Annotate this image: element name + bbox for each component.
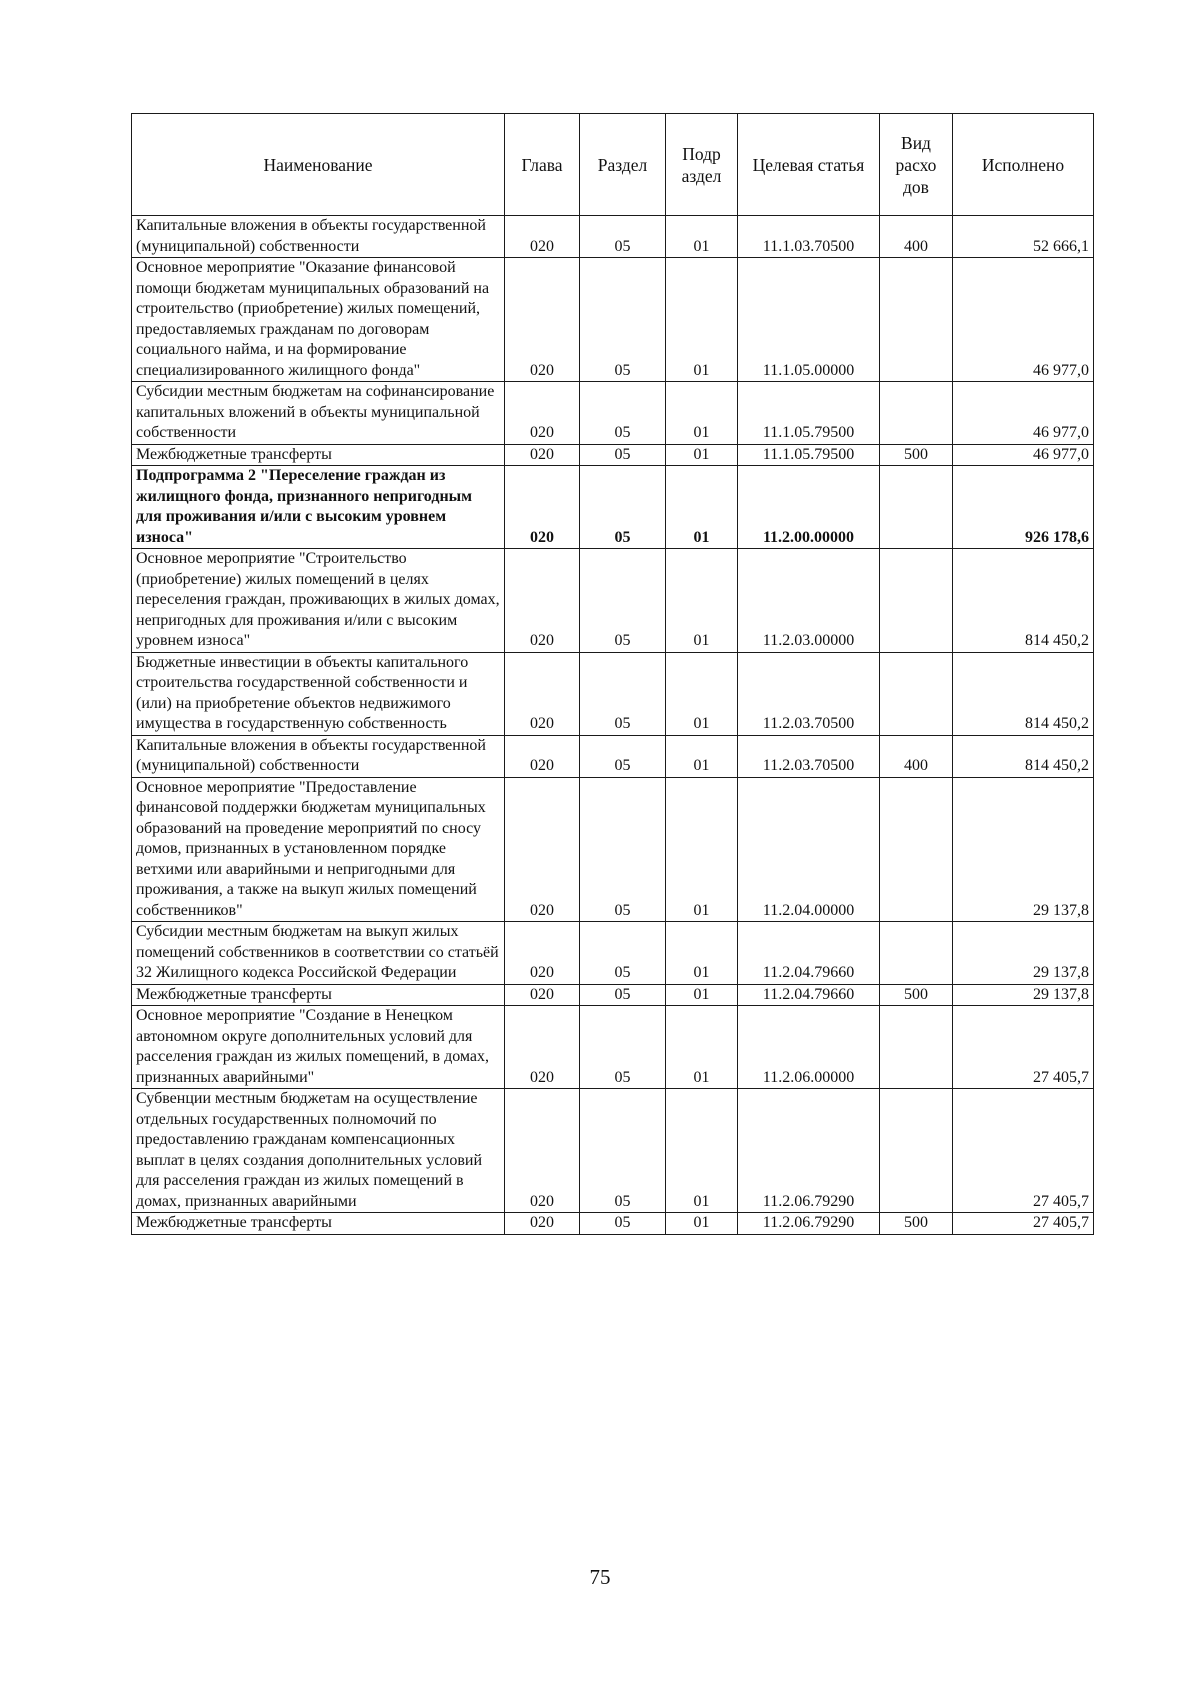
cell-vid: 400: [880, 216, 953, 258]
cell-name: Основное мероприятие "Создание в Ненецком автономном округе дополнительных условий для расселения граждан из жилых помещений, в домах, признанных аварийными": [132, 1006, 505, 1089]
cell-razdel: 05: [580, 466, 666, 549]
cell-ispolneno: 52 666,1: [953, 216, 1094, 258]
cell-celevaya: 11.2.03.70500: [738, 735, 880, 777]
cell-podrazdel: 01: [666, 735, 738, 777]
cell-vid: 500: [880, 1213, 953, 1235]
table-row: [132, 466, 1094, 549]
cell-ispolneno: 46 977,0: [953, 444, 1094, 466]
cell-vid: [880, 382, 953, 445]
table-row: [132, 922, 1094, 985]
cell-razdel: 05: [580, 777, 666, 922]
cell-celevaya: 11.2.06.79290: [738, 1213, 880, 1235]
cell-ispolneno: 27 405,7: [953, 1089, 1094, 1213]
cell-celevaya: 11.2.06.79290: [738, 1089, 880, 1213]
page-number: 75: [589, 1565, 611, 1589]
cell-vid: 500: [880, 984, 953, 1006]
cell-ispolneno: 814 450,2: [953, 652, 1094, 735]
cell-vid: [880, 922, 953, 985]
cell-vid: [880, 258, 953, 382]
cell-celevaya: 11.2.06.00000: [738, 1006, 880, 1089]
table-row: [132, 652, 1094, 735]
cell-podrazdel: 01: [666, 549, 738, 653]
header-glava: Глава: [505, 114, 580, 216]
cell-razdel: 05: [580, 984, 666, 1006]
cell-podrazdel: 01: [666, 258, 738, 382]
cell-ispolneno: 27 405,7: [953, 1006, 1094, 1089]
cell-razdel: 05: [580, 216, 666, 258]
cell-celevaya: 11.2.03.00000: [738, 549, 880, 653]
cell-name: Основное мероприятие "Оказание финансовой помощи бюджетам муниципальных образований на строительство (приобретение) жилых помещений, предоставляемых гражданам по договорам социального найма, и на формирование специализированного жилищного фонда": [132, 258, 505, 382]
cell-glava: 020: [505, 216, 580, 258]
cell-podrazdel: 01: [666, 777, 738, 922]
cell-glava: 020: [505, 735, 580, 777]
cell-name: Межбюджетные трансферты: [132, 1213, 505, 1235]
cell-ispolneno: 926 178,6: [953, 466, 1094, 549]
cell-vid: 400: [880, 735, 953, 777]
cell-vid: [880, 466, 953, 549]
cell-podrazdel: 01: [666, 1089, 738, 1213]
cell-celevaya: 11.1.03.70500: [738, 216, 880, 258]
cell-name: Межбюджетные трансферты: [132, 984, 505, 1006]
cell-name: Межбюджетные трансферты: [132, 444, 505, 466]
cell-vid: [880, 1089, 953, 1213]
cell-ispolneno: 814 450,2: [953, 549, 1094, 653]
cell-celevaya: 11.2.04.79660: [738, 922, 880, 985]
cell-podrazdel: 01: [666, 216, 738, 258]
cell-glava: 020: [505, 466, 580, 549]
budget-table: [131, 113, 1094, 1235]
cell-name: Субсидии местным бюджетам на выкуп жилых помещений собственников в соответствии со статьёй 32 Жилищного кодекса Российской Федерации: [132, 922, 505, 985]
cell-podrazdel: 01: [666, 466, 738, 549]
cell-razdel: 05: [580, 549, 666, 653]
cell-razdel: 05: [580, 258, 666, 382]
cell-razdel: 05: [580, 1213, 666, 1235]
cell-ispolneno: 814 450,2: [953, 735, 1094, 777]
cell-razdel: 05: [580, 735, 666, 777]
cell-podrazdel: 01: [666, 652, 738, 735]
cell-celevaya: 11.2.04.79660: [738, 984, 880, 1006]
cell-vid: 500: [880, 444, 953, 466]
table-row: [132, 1089, 1094, 1213]
header-vid: Вид расхо дов: [880, 114, 953, 216]
cell-podrazdel: 01: [666, 1213, 738, 1235]
cell-name: Субвенции местным бюджетам на осуществление отдельных государственных полномочий по предоставлению гражданам компенсационных выплат в целях создания дополнительных условий для расселения граждан из жилых помещений в домах, признанных аварийными: [132, 1089, 505, 1213]
table-row: [132, 549, 1094, 653]
cell-name: Бюджетные инвестиции в объекты капитального строительства государственной собственности и (или) на приобретение объектов недвижимого имущества в государственную собственность: [132, 652, 505, 735]
cell-celevaya: 11.2.04.00000: [738, 777, 880, 922]
table-row: [132, 258, 1094, 382]
cell-razdel: 05: [580, 1089, 666, 1213]
table-row: [132, 984, 1094, 1006]
cell-name: Основное мероприятие "Строительство (приобретение) жилых помещений в целях переселения граждан, проживающих в жилых домах, непригодных для проживания и/или с высоким уровнем износа": [132, 549, 505, 653]
cell-glava: 020: [505, 1006, 580, 1089]
cell-glava: 020: [505, 1089, 580, 1213]
table-row: [132, 735, 1094, 777]
cell-razdel: 05: [580, 652, 666, 735]
cell-razdel: 05: [580, 922, 666, 985]
cell-celevaya: 11.1.05.79500: [738, 382, 880, 445]
table-header: [132, 114, 1094, 216]
cell-name: Основное мероприятие "Предоставление финансовой поддержки бюджетам муниципальных образований на проведение мероприятий по сносу домов, признанных в установленном порядке ветхими или аварийными и непригодными для проживания, а также на выкуп жилых помещений собственников": [132, 777, 505, 922]
cell-glava: 020: [505, 652, 580, 735]
table-row: [132, 777, 1094, 922]
cell-vid: [880, 777, 953, 922]
cell-glava: 020: [505, 549, 580, 653]
cell-glava: 020: [505, 382, 580, 445]
cell-vid: [880, 1006, 953, 1089]
cell-ispolneno: 29 137,8: [953, 922, 1094, 985]
cell-glava: 020: [505, 777, 580, 922]
header-ispolneno: Исполнено: [953, 114, 1094, 216]
cell-name: Субсидии местным бюджетам на софинансирование капитальных вложений в объекты муниципальной собственности: [132, 382, 505, 445]
table-row: [132, 216, 1094, 258]
header-name: Наименование: [132, 114, 505, 216]
cell-podrazdel: 01: [666, 444, 738, 466]
header-razdel: Раздел: [580, 114, 666, 216]
cell-podrazdel: 01: [666, 1006, 738, 1089]
cell-ispolneno: 29 137,8: [953, 984, 1094, 1006]
cell-celevaya: 11.2.03.70500: [738, 652, 880, 735]
cell-glava: 020: [505, 984, 580, 1006]
table-row: [132, 382, 1094, 445]
cell-razdel: 05: [580, 382, 666, 445]
cell-name: Капитальные вложения в объекты государственной (муниципальной) собственности: [132, 735, 505, 777]
cell-celevaya: 11.1.05.00000: [738, 258, 880, 382]
cell-podrazdel: 01: [666, 984, 738, 1006]
header-row: [132, 114, 1094, 216]
table-row: [132, 1006, 1094, 1089]
cell-podrazdel: 01: [666, 382, 738, 445]
cell-ispolneno: 27 405,7: [953, 1213, 1094, 1235]
cell-ispolneno: 29 137,8: [953, 777, 1094, 922]
cell-ispolneno: 46 977,0: [953, 258, 1094, 382]
cell-celevaya: 11.1.05.79500: [738, 444, 880, 466]
cell-podrazdel: 01: [666, 922, 738, 985]
cell-razdel: 05: [580, 444, 666, 466]
cell-glava: 020: [505, 1213, 580, 1235]
cell-ispolneno: 46 977,0: [953, 382, 1094, 445]
cell-razdel: 05: [580, 1006, 666, 1089]
cell-glava: 020: [505, 922, 580, 985]
cell-vid: [880, 549, 953, 653]
cell-name: Капитальные вложения в объекты государственной (муниципальной) собственности: [132, 216, 505, 258]
cell-glava: 020: [505, 444, 580, 466]
header-podrazdel: Подр аздел: [666, 114, 738, 216]
table-row: [132, 444, 1094, 466]
table-body: [132, 216, 1094, 1235]
cell-name: Подпрограмма 2 "Переселение граждан из жилищного фонда, признанного непригодным для проживания и/или с высоким уровнем износа": [132, 466, 505, 549]
cell-vid: [880, 652, 953, 735]
cell-glava: 020: [505, 258, 580, 382]
header-celevaya: Целевая статья: [738, 114, 880, 216]
table-row: [132, 1213, 1094, 1235]
cell-celevaya: 11.2.00.00000: [738, 466, 880, 549]
